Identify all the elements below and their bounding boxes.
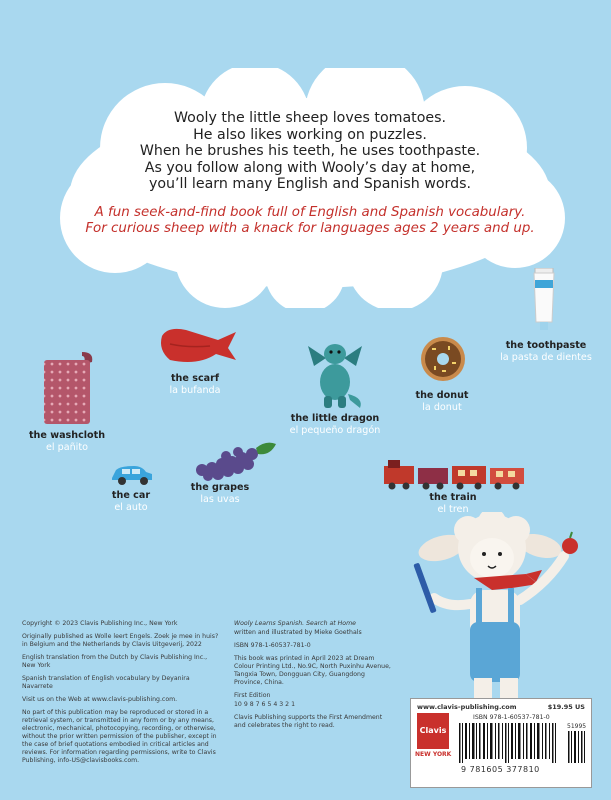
scarf-illustration <box>158 326 238 368</box>
barcode-box: www.clavis-publishing.com $19.95 US Clavis NEW YORK ISBN 978-1-60537-781-0 9 781605 377810 51995 <box>410 698 592 788</box>
tagline: A fun seek-and-find book full of English and Spanish vocabulary. For curious sheep with a knack for languages ages 2 years and up. <box>85 205 535 236</box>
label-washcloth: the washcloth el pañito <box>28 430 106 453</box>
grapes-illustration <box>192 440 278 482</box>
credits-right: Wooly Learns Spanish. Search at Home written and illustrated by Mieke Goethals ISBN 978-1-60537-781-0 This book was printed in April 2023 at Dream Colour Printing Ltd., No.9C, North Puxinhu Avenue, Tangxia Town, Dongguan City, Guangdong Province, China. First Edition 10 9 8 7 6 5 4 3 2 1 Clavis Publishing supports the First Amendment and celebrates the right to read. <box>234 620 391 729</box>
label-donut: the donut la donut <box>415 390 469 413</box>
barcode-bars <box>457 723 565 763</box>
back-cover-blurb: Wooly the little sheep loves tomatoes. He also likes working on puzzles. When he brushes his teeth, he uses toothpaste. As you follow along with Wooly’s day at home, you’ll learn many English and Spanish words. <box>139 110 481 193</box>
label-train: the train el tren <box>429 492 477 515</box>
clavis-logo: Clavis <box>417 713 449 749</box>
label-grapes: the grapes las uvas <box>190 482 250 505</box>
donut-illustration <box>420 336 466 382</box>
wooly-sheep-illustration <box>408 512 598 702</box>
label-toothpaste: the toothpaste la pasta de dientes <box>500 340 592 363</box>
label-little-dragon: the little dragon el pequeño dragón <box>289 413 381 436</box>
label-scarf: the scarf la bufanda <box>169 373 221 396</box>
dragon-illustration <box>300 336 370 410</box>
train-illustration <box>380 458 528 490</box>
label-car: the car el auto <box>111 490 151 513</box>
car-illustration <box>110 464 154 486</box>
toothpaste-illustration <box>532 268 556 336</box>
credits-left: Copyright © 2023 Clavis Publishing Inc., New York Originally published as Wolle leert Engels. Zoek je mee in huis? in Belgium and the Netherlands by Clavis Uitgeverij, 2022 English translation from the Dutch by Clavis Publishing Inc., New York Spanish translation of English vocabulary by Deyanira Navarrete Visit us on the Web at www.clavis-publishing.com. No part of this publication may be reproduced or stored in a retrieval system, or transmitted in any form or by any means, electronic, mechanical, photocopying, recording, or otherwise, without the prior written permission of the publisher, except in the case of brief quotations embodied in critical articles and reviews. For information regarding permissions, write to Clavis Publishing, info-US@clavisbooks.com. <box>22 620 219 764</box>
washcloth-illustration <box>40 352 96 426</box>
